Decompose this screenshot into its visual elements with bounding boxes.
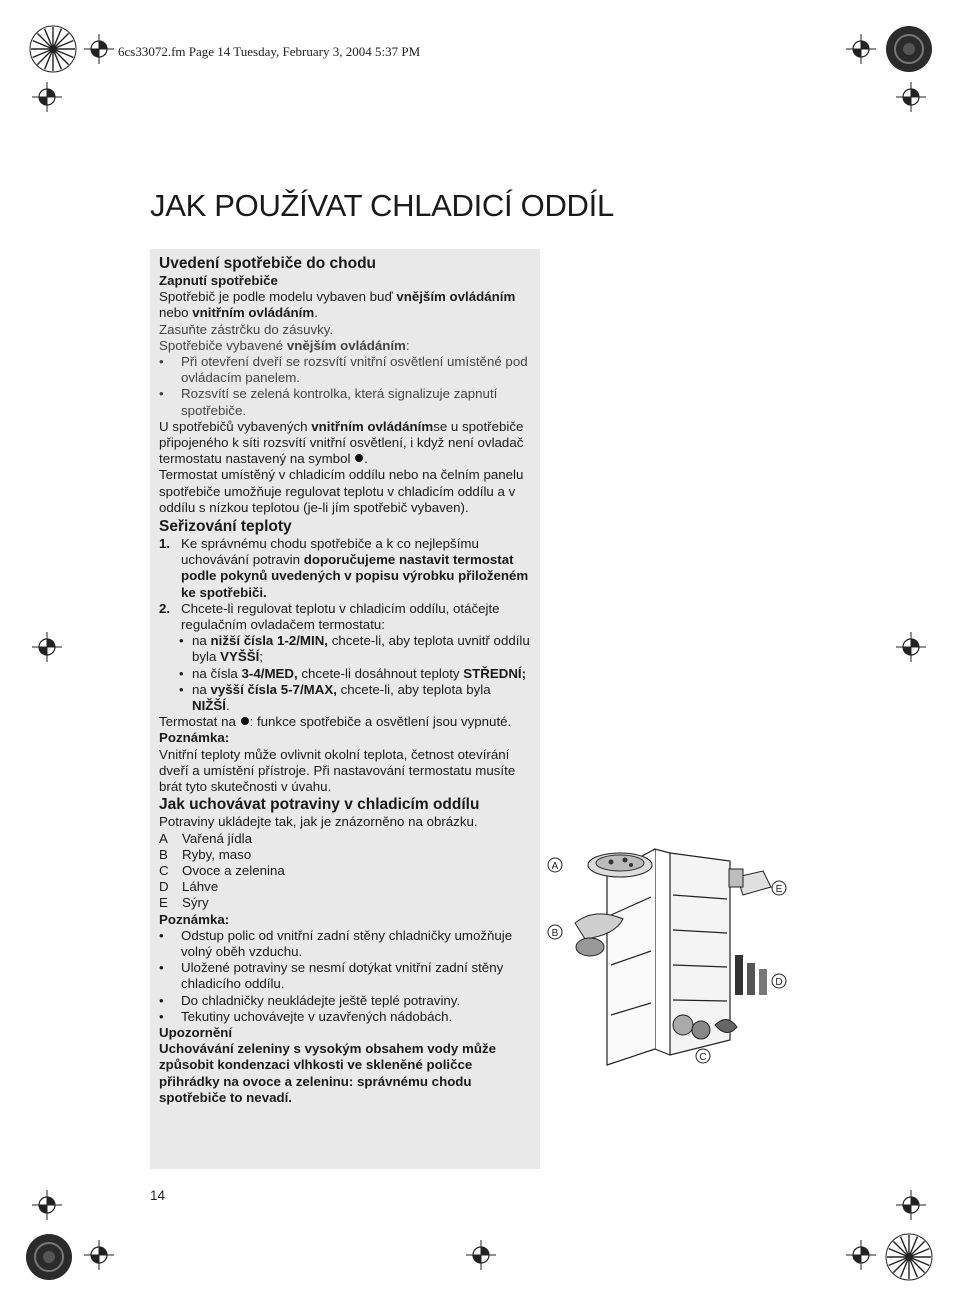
list-item: • Do chladničky neukládejte ještě teplé potraviny. (159, 993, 531, 1009)
off-symbol-icon (241, 717, 249, 725)
off-symbol-icon (355, 454, 363, 462)
callout-b-label: B (551, 928, 559, 939)
paragraph-internal-controls: U spotřebičů vybavených vnitřním ovládánímse u spotřebiče připojeného k síti rozsvítí vnitřní osvětlení, i když není ovladač termostatu nastavený na symbol . (159, 418, 524, 467)
registration-sunburst-icon (884, 1232, 934, 1282)
note-label: Poznámka: (159, 730, 230, 746)
subsection-title-switch-on: Zapnutí spotřebiče (159, 273, 278, 288)
paragraph-plug-in: Zasuňte zástrčku do zásuvky. (159, 321, 334, 337)
registration-disc-icon (24, 1232, 74, 1282)
list-item: • Odstup polic od vnitřní zadní stěny chladničky umožňuje volný oběh vzduchu. (159, 928, 531, 960)
numbered-item-1: 1. Ke správnému chodu spotřebiče a k co nejlepšímu uchovávání potravin doporučujeme nastavit termostat podle pokynů uvedených v popisu výrobku přiloženém ke spotřebiči. (159, 536, 529, 600)
registration-crosshair-icon (84, 1240, 114, 1270)
registration-crosshair-icon (896, 1190, 926, 1220)
numbered-item-2: 2. Chcete-li regulovat teplotu v chladicím oddílu, otáčejte regulačním ovladačem termostatu: (159, 600, 500, 633)
registration-sunburst-icon (28, 24, 78, 74)
list-item: E Sýry (159, 895, 209, 911)
registration-crosshair-icon (32, 1190, 62, 1220)
fruit-vegetable-items (673, 1015, 693, 1035)
list-item: C Ovoce a zelenina (159, 862, 285, 878)
section-title-startup: Uvedení spotřebiče do chodu (159, 255, 377, 272)
section-title-temperature: Seřizování teploty (159, 518, 292, 536)
list-item: • na nižší čísla 1-2/MIN, chcete-li, aby teplota uvnitř oddílu byla VYŠŠÍ; (159, 633, 531, 665)
callout-c-label: C (699, 1052, 707, 1063)
registration-disc-icon (884, 24, 934, 74)
warning-text: Uchovávání zeleniny s vysokým obsahem vody může způsobit kondenzaci vlhkosti ve skleněné poličce přihrádky na ovoce a zeleninu: správnému chodu spotřebiče to nevadí. (159, 1041, 496, 1105)
paragraph-storage-intro: Potraviny ukládejte tak, jak je znázorněno na obrázku. (159, 814, 478, 830)
list-item: • na čísla 3-4/MED, chcete-li dosáhnout teploty STŘEDNÍ; (159, 666, 531, 682)
section-title-storage: Jak uchovávat potraviny v chladicím oddílu (159, 796, 480, 814)
warning-title: Upozornění (159, 1024, 233, 1040)
registration-crosshair-icon (32, 632, 62, 662)
list-item: • Rozsvítí se zelená kontrolka, která signalizuje zapnutí spotřebiče. (159, 386, 531, 418)
fridge-storage-illustration (545, 835, 795, 1070)
list-item: • Při otevření dveří se rozsvítí vnitřní osvětlení umístěné pod ovládacím panelem. (159, 354, 531, 386)
registration-crosshair-icon (84, 34, 114, 64)
list-item: B Ryby, maso (159, 846, 252, 862)
paragraph-external-controls: Spotřebiče vybavené vnějším ovládáním: (159, 337, 410, 353)
paragraph-controls: Spotřebič je podle modelu vybaven buď vnějším ovládáním nebo vnitřním ovládáním. (159, 289, 516, 321)
page-title: JAK POUŽÍVAT CHLADICÍ ODDÍL (150, 188, 614, 223)
registration-crosshair-icon (846, 34, 876, 64)
registration-crosshair-icon (846, 1240, 876, 1270)
callout-a-label: A (551, 861, 559, 872)
list-item: A Vařená jídla (159, 830, 252, 846)
registration-crosshair-icon (32, 82, 62, 112)
paragraph-thermostat-off: Termostat na : funkce spotřebiče a osvětlení jsou vypnuté. (159, 714, 512, 730)
callout-e-label: E (775, 884, 783, 895)
list-item: • na vyšší čísla 5-7/MAX, chcete-li, aby teplota byla NIŽŠÍ. (159, 682, 531, 714)
callout-d-label: D (775, 977, 783, 988)
bottle-items (735, 955, 743, 995)
registration-crosshair-icon (896, 632, 926, 662)
print-header: 6cs33072.fm Page 14 Tuesday, February 3, 2004 5:37 PM (118, 44, 421, 59)
page-number: 14 (150, 1188, 166, 1203)
list-item: D Láhve (159, 879, 219, 895)
note-label: Poznámka: (159, 911, 230, 927)
registration-crosshair-icon (896, 82, 926, 112)
list-item: • Uložené potraviny se nesmí dotýkat vnitřní zadní stěny chladicího oddílu. (159, 960, 531, 992)
note-text: Vnitřní teploty může ovlivnit okolní teplota, četnost otevírání dveří a umístění přístroje. Při nastavování termostatu musíte brát tyto skutečnosti v úvahu. (159, 746, 516, 795)
paragraph-thermostat: Termostat umístěný v chladicím oddílu nebo na čelním panelu spotřebiče umožňuje regulovat teplotu v chladicím oddílu a v oddílu s nízkou teplotou (je-li jím spotřebič vybaven). (159, 467, 524, 515)
main-content (159, 254, 531, 1106)
list-item: • Tekutiny uchovávejte v uzavřených nádobách. (159, 1009, 531, 1025)
registration-crosshair-icon (466, 1240, 496, 1270)
